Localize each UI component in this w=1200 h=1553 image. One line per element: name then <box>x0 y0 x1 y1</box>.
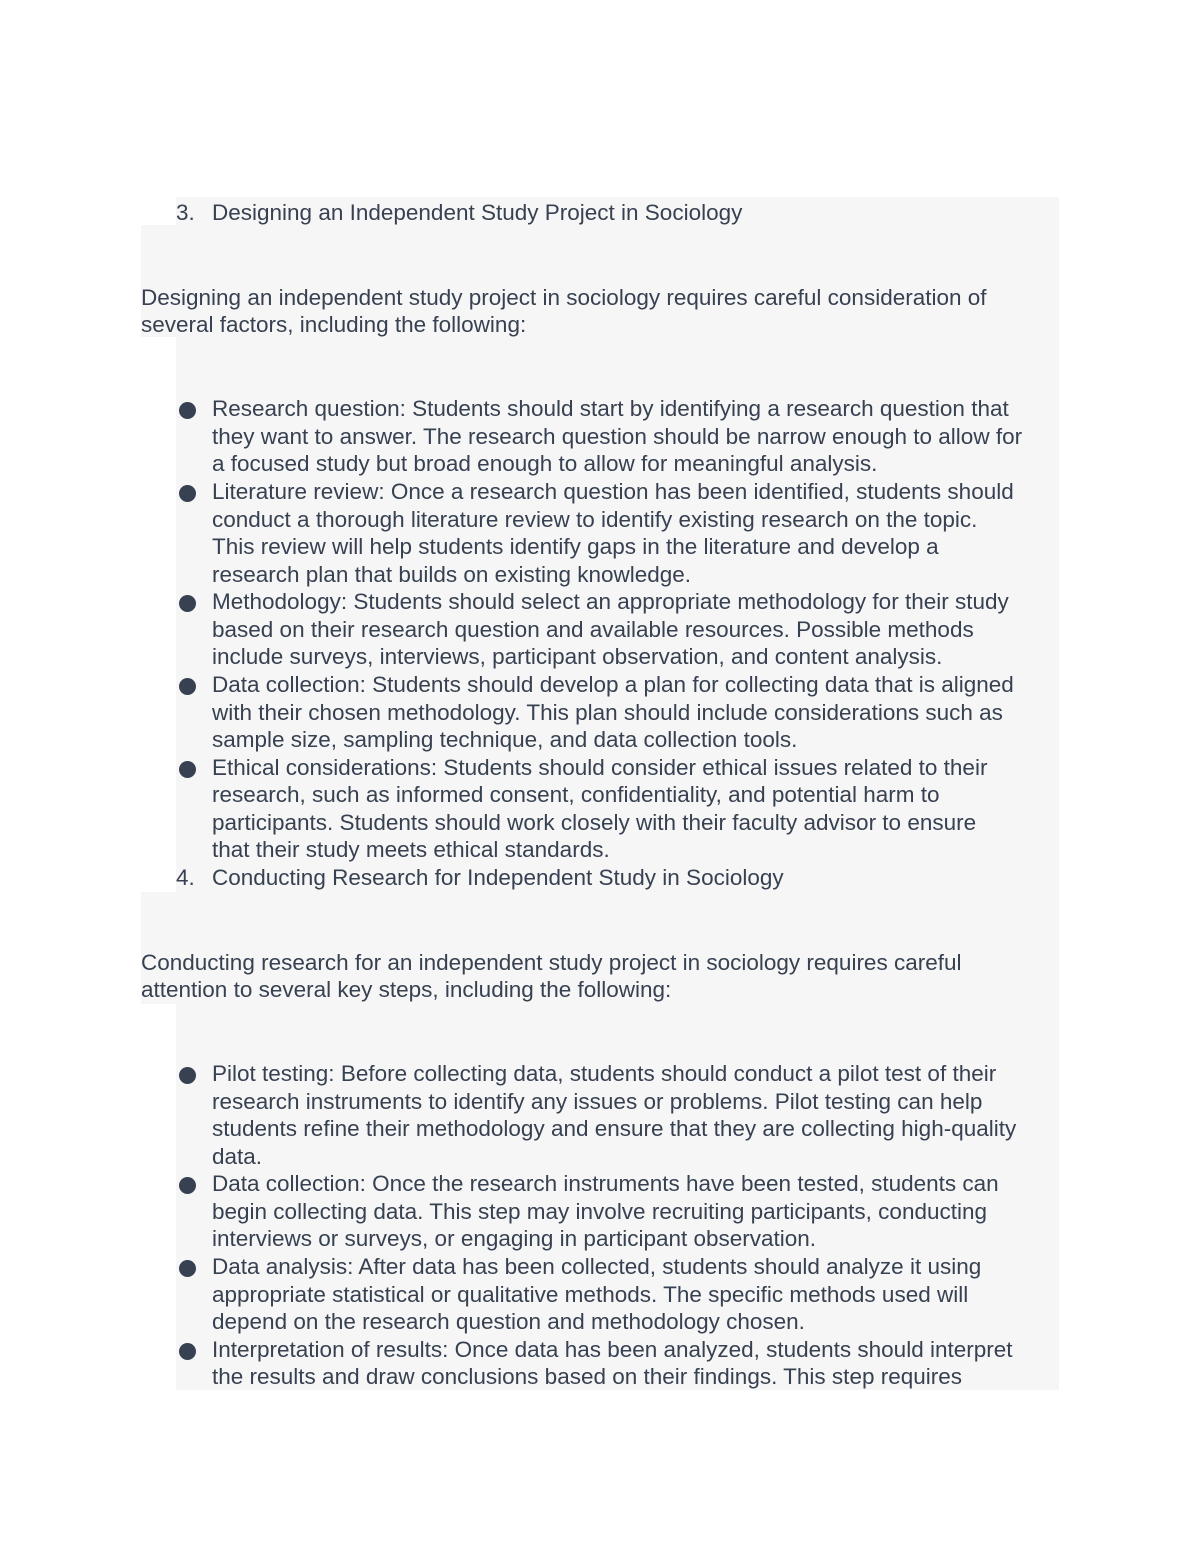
list-item-line: the results and draw conclusions based on their findings. This step requires <box>212 1364 963 1389</box>
heading-text: Designing an Independent Study Project in Sociology <box>212 200 743 225</box>
list-item-line: that their study meets ethical standards. <box>212 837 610 862</box>
list-item-line: Methodology: Students should select an appropriate methodology for their study <box>212 589 1009 614</box>
paragraph-line: Designing an independent study project in sociology requires careful consideration of <box>141 285 987 310</box>
list-item-line: sample size, sampling technique, and data collection tools. <box>212 727 798 752</box>
list-item-line: research instruments to identify any issues or problems. Pilot testing can help <box>212 1089 983 1114</box>
list-item-line: Interpretation of results: Once data has been analyzed, students should interpret <box>212 1337 1013 1362</box>
list-item-line: Data analysis: After data has been collected, students should analyze it using <box>212 1254 982 1279</box>
list-item-line: include surveys, interviews, participant observation, and content analysis. <box>212 644 943 669</box>
list-item-line: Data collection: Students should develop a plan for collecting data that is aligned <box>212 672 1014 697</box>
bullet-icon <box>179 402 196 419</box>
bullet-icon <box>179 678 196 695</box>
list-item-line: research plan that builds on existing knowledge. <box>212 562 692 587</box>
list-number: 3. <box>176 200 195 225</box>
bullet-icon <box>179 761 196 778</box>
paragraph-line: Conducting research for an independent study project in sociology requires careful <box>141 950 962 975</box>
list-item-line: they want to answer. The research question should be narrow enough to allow for <box>212 424 1023 449</box>
list-item-line: Pilot testing: Before collecting data, students should conduct a pilot test of their <box>212 1061 997 1086</box>
list-item-line: research, such as informed consent, confidentiality, and potential harm to <box>212 782 940 807</box>
list-item-line: Ethical considerations: Students should consider ethical issues related to their <box>212 755 988 780</box>
list-item-line: based on their research question and available resources. Possible methods <box>212 617 974 642</box>
list-item-line: Data collection: Once the research instruments have been tested, students can <box>212 1171 999 1196</box>
list-item-line: interviews or surveys, or engaging in participant observation. <box>212 1226 817 1251</box>
list-item-line: Research question: Students should start by identifying a research question that <box>212 396 1009 421</box>
list-item-line: data. <box>212 1144 263 1169</box>
heading-text: Conducting Research for Independent Study in Sociology <box>212 865 784 890</box>
bullet-icon <box>179 1067 196 1084</box>
bullet-icon <box>179 1343 196 1360</box>
bullet-icon <box>179 1177 196 1194</box>
list-item-line: with their chosen methodology. This plan should include considerations such as <box>212 700 1003 725</box>
bullet-icon <box>179 595 196 612</box>
list-item-line: Literature review: Once a research question has been identified, students should <box>212 479 1014 504</box>
paragraph-line: attention to several key steps, including the following: <box>141 977 672 1002</box>
list-item-line: This review will help students identify gaps in the literature and develop a <box>212 534 939 559</box>
bullet-icon <box>179 485 196 502</box>
list-item-line: conduct a thorough literature review to identify existing research on the topic. <box>212 507 978 532</box>
list-item-line: a focused study but broad enough to allow for meaningful analysis. <box>212 451 878 476</box>
list-item-line: begin collecting data. This step may involve recruiting participants, conducting <box>212 1199 988 1224</box>
list-number: 4. <box>176 865 195 890</box>
list-item-line: depend on the research question and methodology chosen. <box>212 1309 805 1334</box>
list-item-line: students refine their methodology and ensure that they are collecting high-quality <box>212 1116 1017 1141</box>
paragraph-line: several factors, including the following: <box>141 312 527 337</box>
bullet-icon <box>179 1260 196 1277</box>
list-item-line: participants. Students should work closely with their faculty advisor to ensure <box>212 810 977 835</box>
list-item-line: appropriate statistical or qualitative methods. The specific methods used will <box>212 1282 969 1307</box>
